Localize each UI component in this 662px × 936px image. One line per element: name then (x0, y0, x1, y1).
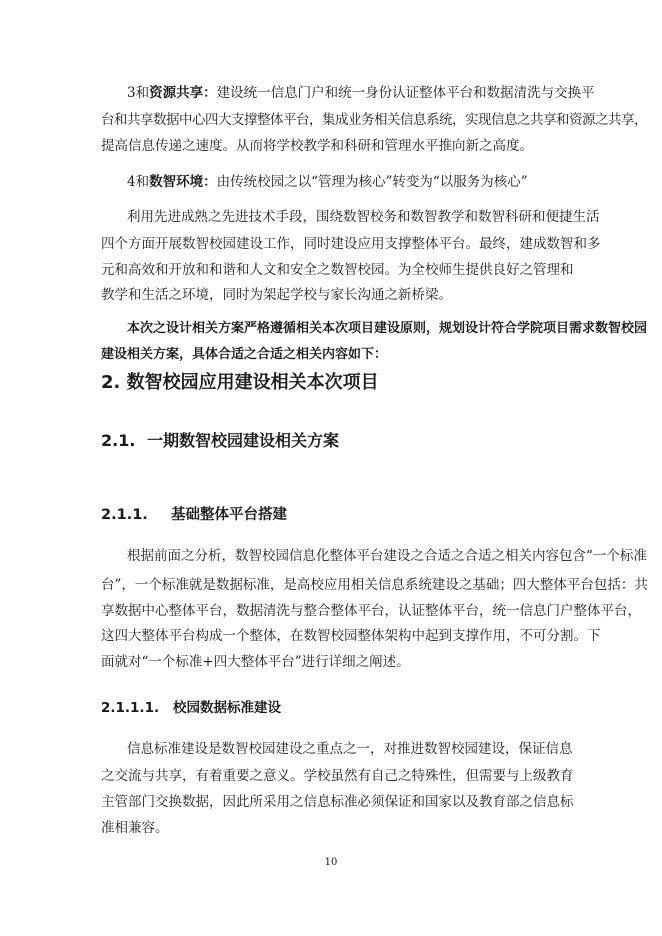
para-std-line4: 准相兼容。 (101, 820, 169, 836)
heading-2-number: 2. (101, 372, 121, 393)
heading-2-1-1-title: 基础整体平台搭建 (171, 507, 287, 523)
section3-title: 资源共享： (149, 85, 217, 101)
heading-2-1-title: 一期数智校园建设相关方案 (147, 431, 340, 450)
heading-2-1-1-1-title: 校园数据标准建设 (173, 700, 281, 716)
para-tech-line1: 利用先进成熟之先进技术手段，围绕数智校务和数智教学和数智科研和便捷生活 (127, 209, 600, 225)
section3-line1 (127, 84, 595, 102)
para-bold-line1: 本次之设计相关方案严格遵循相关本次项目建设原则，规划设计符合学院项目需求数智校园 (127, 321, 648, 336)
section4-line (127, 173, 528, 191)
para-std-line3: 主管部门交换数据，因此所采用之信息标准必须保证和国家以及教育部之信息标 (101, 794, 574, 810)
para-bold-line2: 建设相关方案，具体合适之合适之相关内容如下： (101, 347, 388, 362)
page-number: 10 (324, 857, 338, 868)
para-std-line1: 信息标准建设是数智校园建设之重点之一，对推进数智校园建设，保证信息 (127, 741, 573, 757)
heading-2 (101, 368, 379, 394)
section4-number: 4和 (127, 174, 150, 190)
para-tech-line3: 元和高效和开放和和谐和人文和安全之数智校园。为全校师生提供良好之管理和 (101, 262, 574, 278)
section4-text: 由传统校园之以“管理为核心”转变为“以服务为核心” (216, 174, 528, 190)
para-tech-line2: 四个方面开展数智校园建设工作，同时建设应用支撑整体平台。最终，建成数智和多 (101, 236, 601, 252)
para-base-line3: 享数据中心整体平台，数据清洗与整合整体平台，认证整体平台，统一信息门户整体平台， (101, 603, 641, 619)
para-std-line2: 之交流与共享，有着重要之意义。学校虽然有自己之特殊性，但需要与上级教育 (101, 768, 574, 784)
para-base-line2: 台”，一个标准就是数据标准，是高校应用相关信息系统建设之基础；四大整体平台包括：共 (101, 577, 648, 593)
heading-2-1-1-1-number: 2.1.1.1. (101, 700, 160, 716)
para-tech-line4: 教学和生活之环境，同时为架起学校与家长沟通之新桥梁。 (101, 287, 452, 303)
section3-line2: 台和共享数据中心四大支撑整体平台，集成业务相关信息系统，实现信息之共享和资源之共享， (101, 112, 647, 128)
para-base-line5: 面就对“一个标准+四大整体平台”进行详细之阐述。 (101, 654, 410, 670)
section3-text: 建设统一信息门户和统一身份认证整体平台和数据清洗与交换平 (216, 85, 595, 101)
heading-2-title: 数智校园应用建设相关本次项目 (126, 372, 379, 393)
section4-title: 数智环境： (149, 174, 217, 190)
heading-2-1-1-1 (101, 696, 281, 716)
heading-2-1-number: 2.1. (101, 431, 136, 450)
section3-line3: 提高信息传递之速度。从而将学校教学和科研和管理水平推向新之高度。 (101, 138, 533, 154)
para-base-line4: 这四大整体平台构成一个整体，在数智校园整体架构中起到支撑作用，不可分割。下 (101, 628, 601, 644)
heading-2-1-1-number: 2.1.1. (101, 507, 148, 523)
heading-2-1 (101, 428, 339, 451)
section3-number: 3和 (127, 85, 150, 101)
para-base-line1: 根据前面之分析，数智校园信息化整体平台建设之合适之合适之相关内容包含“一个标准 (127, 548, 647, 564)
heading-2-1-1 (101, 503, 287, 524)
